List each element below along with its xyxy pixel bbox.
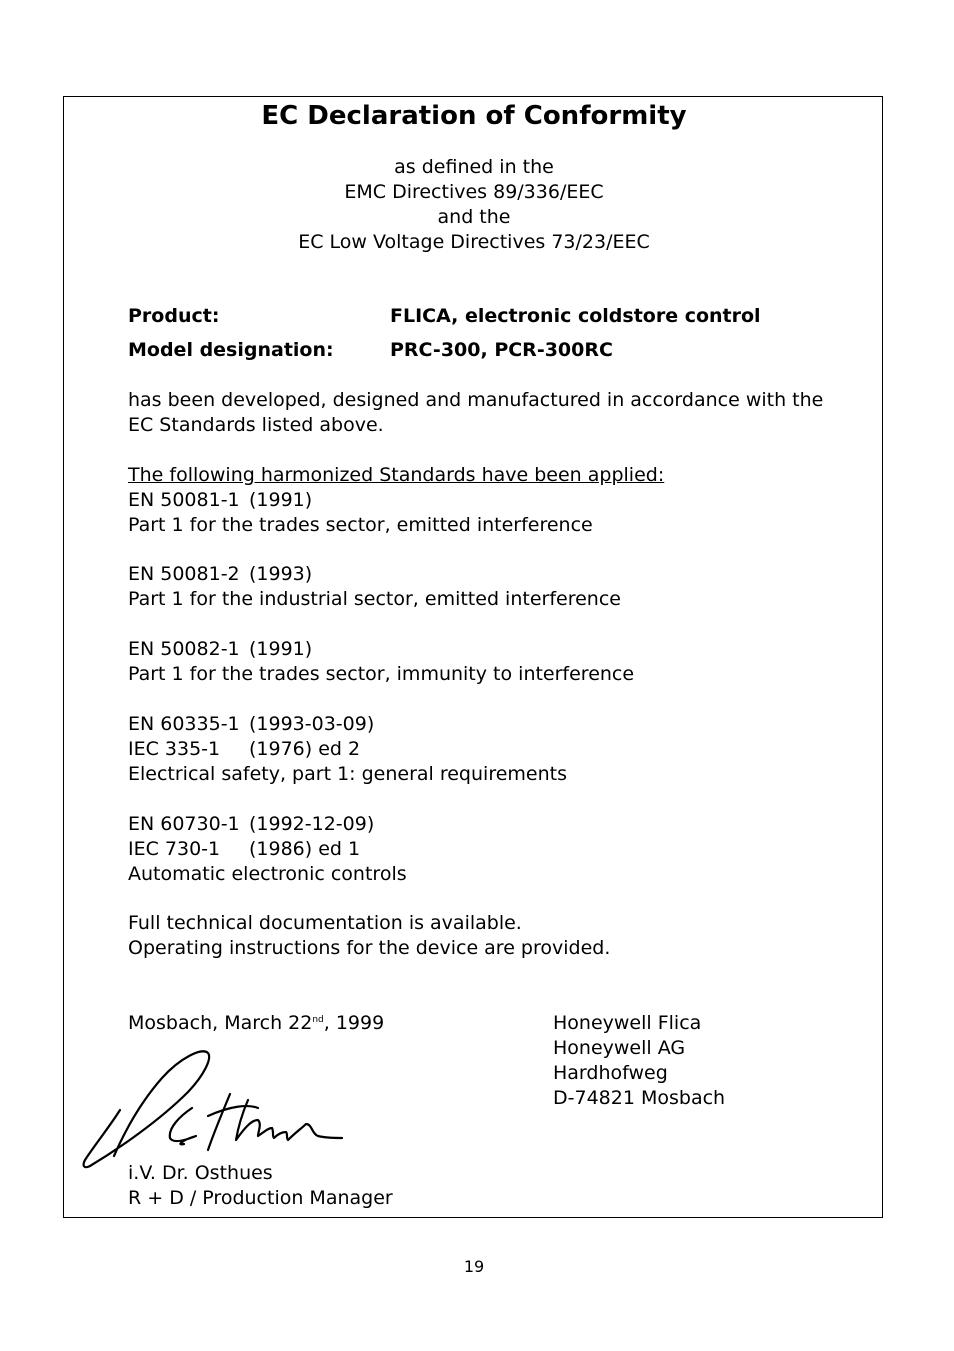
standard-date: (1991) bbox=[249, 638, 313, 660]
product-label: Product: bbox=[128, 305, 220, 327]
standard-date: (1976) ed 2 bbox=[249, 738, 361, 760]
model-label: Model designation: bbox=[128, 339, 334, 361]
statement-line: EC Standards listed above. bbox=[128, 414, 384, 436]
standard-code-line bbox=[128, 737, 567, 762]
standards-heading: The following harmonized Standards have been applied: bbox=[128, 464, 665, 486]
documentation-line: Operating instructions for the device are provided. bbox=[128, 937, 611, 959]
standard-entry bbox=[128, 637, 634, 687]
place-date bbox=[128, 1011, 384, 1036]
page-number: 19 bbox=[463, 1257, 485, 1276]
standard-date: (1986) ed 1 bbox=[249, 838, 361, 860]
standard-description: Part 1 for the industrial sector, emitted interference bbox=[128, 588, 621, 610]
place-date-year: , 1999 bbox=[323, 1012, 385, 1034]
ordinal-suffix: nd bbox=[312, 1015, 324, 1025]
standard-code-line bbox=[128, 837, 407, 862]
documentation-line: Full technical documentation is available. bbox=[128, 912, 522, 934]
standard-description: Automatic electronic controls bbox=[128, 863, 407, 885]
directives-intro bbox=[0, 155, 948, 255]
signatory-name: i.V. Dr. Osthues bbox=[128, 1162, 273, 1184]
standard-date: (1993-03-09) bbox=[249, 713, 375, 735]
intro-line: and the bbox=[437, 206, 511, 228]
standard-entry bbox=[128, 812, 407, 887]
company-address bbox=[553, 1011, 725, 1111]
standard-code-line bbox=[128, 562, 621, 587]
standard-code-line bbox=[128, 712, 567, 737]
compliance-statement bbox=[128, 388, 823, 438]
documentation-note bbox=[128, 911, 610, 961]
standards-section bbox=[128, 463, 664, 538]
company-line: D-74821 Mosbach bbox=[553, 1087, 726, 1109]
company-line: Honeywell AG bbox=[553, 1037, 686, 1059]
intro-line: as defined in the bbox=[394, 156, 554, 178]
company-line: Hardhofweg bbox=[553, 1062, 668, 1084]
standard-code: EN 50081-1 bbox=[128, 489, 240, 511]
standard-date: (1992-12-09) bbox=[249, 813, 375, 835]
standard-entry bbox=[128, 712, 567, 787]
standard-code: IEC 730-1 bbox=[128, 838, 221, 860]
standard-entry bbox=[128, 562, 621, 612]
standard-code: EN 60730-1 bbox=[128, 813, 240, 835]
product-value: FLICA, electronic coldstore control bbox=[390, 305, 761, 327]
standard-description: Part 1 for the trades sector, immunity to interference bbox=[128, 663, 635, 685]
standard-code: IEC 335-1 bbox=[128, 738, 221, 760]
handwritten-signature bbox=[80, 1048, 350, 1172]
standard-description: Part 1 for the trades sector, emitted interference bbox=[128, 514, 593, 536]
standard-code-line bbox=[128, 812, 407, 837]
standard-code-line bbox=[128, 637, 634, 662]
place-date-text: Mosbach, March 22 bbox=[128, 1012, 313, 1034]
standard-date: (1993) bbox=[249, 563, 313, 585]
standard-code-line bbox=[128, 488, 664, 513]
standard-date: (1991) bbox=[249, 489, 313, 511]
intro-line: EMC Directives 89/336/EEC bbox=[344, 181, 604, 203]
statement-line: has been developed, designed and manufactured in accordance with the bbox=[128, 389, 824, 411]
standard-description: Electrical safety, part 1: general requirements bbox=[128, 763, 567, 785]
model-value: PRC-300, PCR-300RC bbox=[390, 339, 613, 361]
standard-code: EN 60335-1 bbox=[128, 713, 240, 735]
intro-line: EC Low Voltage Directives 73/23/EEC bbox=[298, 231, 650, 253]
signatory bbox=[128, 1161, 393, 1211]
signatory-role: R + D / Production Manager bbox=[128, 1187, 393, 1209]
standard-code: EN 50082-1 bbox=[128, 638, 240, 660]
company-line: Honeywell Flica bbox=[553, 1012, 702, 1034]
document-title: EC Declaration of Conformity bbox=[261, 101, 687, 131]
standard-code: EN 50081-2 bbox=[128, 563, 240, 585]
